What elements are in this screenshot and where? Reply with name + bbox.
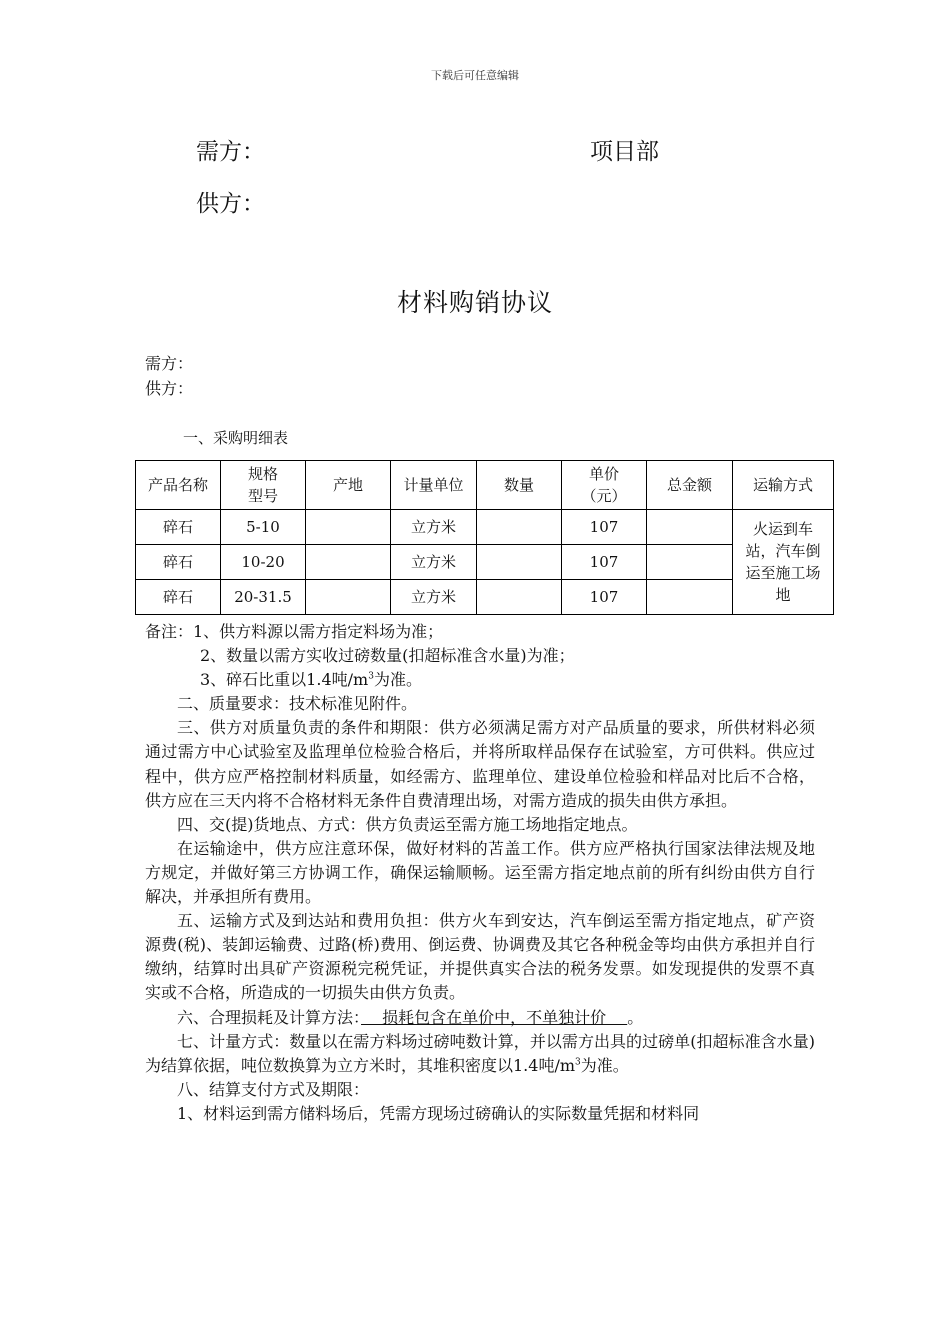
clause-settlement-item-1: 1、材料运到需方储料场后，凭需方现场过磅确认的实际数量凭据和材料同 <box>177 1103 700 1123</box>
cell-price: 107 <box>562 580 647 615</box>
cell-quantity <box>477 545 562 580</box>
clause-measurement: 七、计量方式：数量以在需方料场过磅吨数计算，并以需方出具的过磅单(扣超标准含水量)为结算依据，吨位数换算为立方米时，其堆积密度以1.4吨$/m^3$为准。 <box>145 1031 815 1075</box>
cell-unit: 立方米 <box>391 510 477 545</box>
cover-supply-label: 供方： <box>196 191 265 217</box>
document-title: 材料购销协议 <box>396 288 553 317</box>
party-supply: 供方： <box>145 379 194 398</box>
cell-name: 碎石 <box>136 510 221 545</box>
header-origin: 产地 <box>306 461 391 510</box>
watermark-text: 下载后可任意编辑 <box>431 69 519 82</box>
clause-transport-costs: 五、运输方式及到达站和费用负担：供方火车到安达，汽车倒运至需方指定地点，矿产资源费(税)、装卸运输费、过路(桥)费用、倒运费、协调费及其它各种税金等均由供方承担并自行缴纳，结算时出具矿产资源税完税凭证，并提供真实合法的税务发票。如发现提供的发票不真实或不合格，所造成的一切损失由供方负责。 <box>145 911 815 1003</box>
header-spec: 规格 型号 <box>221 461 306 510</box>
header-unit-price: 单价 （元） <box>562 461 647 510</box>
clause-transport-environment: 在运输途中，供方应注意环保，做好材料的苫盖工作。供方应严格执行国家法律法规及地方规定，并做好第三方协调工作，确保运输顺畅。运至需方指定地点前的所有纠纷由供方自行解决，并承担所有费用。 <box>145 838 815 907</box>
clause-delivery: 四、交(提)货地点、方式：供方负责运至需方施工场地指定地点。 <box>177 814 638 834</box>
cell-unit: 立方米 <box>391 545 477 580</box>
clause-quality-responsibility: 三、供方对质量负责的条件和期限：供方必须满足需方对产品质量的要求，所供材料必须通过需方中心试验室及监理单位检验合格后，并将所取样品保存在试验室，方可供料。供应过程中，供方应严格控制材料质量，如经需方、监理单位、建设单位检验和样品对比后不合格，供方应在三天内将不合格材料无条件自费清理出场，对需方造成的损失由供方承担。 <box>145 718 815 810</box>
cell-quantity <box>477 580 562 615</box>
cell-price: 107 <box>562 510 647 545</box>
loss-method-value: 损耗包含在单价中，不单独计价 <box>361 1007 628 1027</box>
cell-spec: 20-31.5 <box>221 580 306 615</box>
section-purchase-detail-title: 一、采购明细表 <box>183 429 289 447</box>
party-demand: 需方： <box>145 354 194 373</box>
header-product-name: 产品名称 <box>136 461 221 510</box>
clause-quality: 二、质量要求：技术标准见附件。 <box>177 694 418 714</box>
cell-transport: 火运到车 站，汽车倒 运至施工场 地 <box>733 510 834 615</box>
clause-settlement: 八、结算支付方式及期限： <box>177 1079 370 1099</box>
note-3: 3、碎石比重以1.4吨$/m^3$为准。 <box>200 670 422 690</box>
cell-total <box>647 580 733 615</box>
cell-name: 碎石 <box>136 580 221 615</box>
clause-loss: 六、合理损耗及计算方法： 损耗包含在单价中，不单独计价 。 <box>177 1007 644 1027</box>
header-quantity: 数量 <box>477 461 562 510</box>
contract-body <box>145 620 815 1126</box>
table-header-row <box>136 461 834 510</box>
cell-unit: 立方米 <box>391 580 477 615</box>
header-total-amount: 总金额 <box>647 461 733 510</box>
table-row <box>136 545 834 580</box>
table-row <box>136 510 834 545</box>
cell-total <box>647 545 733 580</box>
note-2: 2、数量以需方实收过磅数量(扣超标准含水量)为准； <box>200 646 575 666</box>
cover-demand-value: 项目部 <box>590 139 659 165</box>
purchase-detail-table <box>135 460 834 615</box>
cell-name: 碎石 <box>136 545 221 580</box>
header-unit: 计量单位 <box>391 461 477 510</box>
cell-quantity <box>477 510 562 545</box>
cell-origin <box>306 545 391 580</box>
cell-total <box>647 510 733 545</box>
cell-price: 107 <box>562 545 647 580</box>
note-1: 备注：1、供方料源以需方指定料场为准； <box>145 622 444 641</box>
header-transport: 运输方式 <box>733 461 834 510</box>
cell-origin <box>306 580 391 615</box>
cover-demand-label: 需方： <box>196 139 265 165</box>
cell-spec: 10-20 <box>221 545 306 580</box>
cell-origin <box>306 510 391 545</box>
table-row <box>136 580 834 615</box>
cell-spec: 5-10 <box>221 510 306 545</box>
